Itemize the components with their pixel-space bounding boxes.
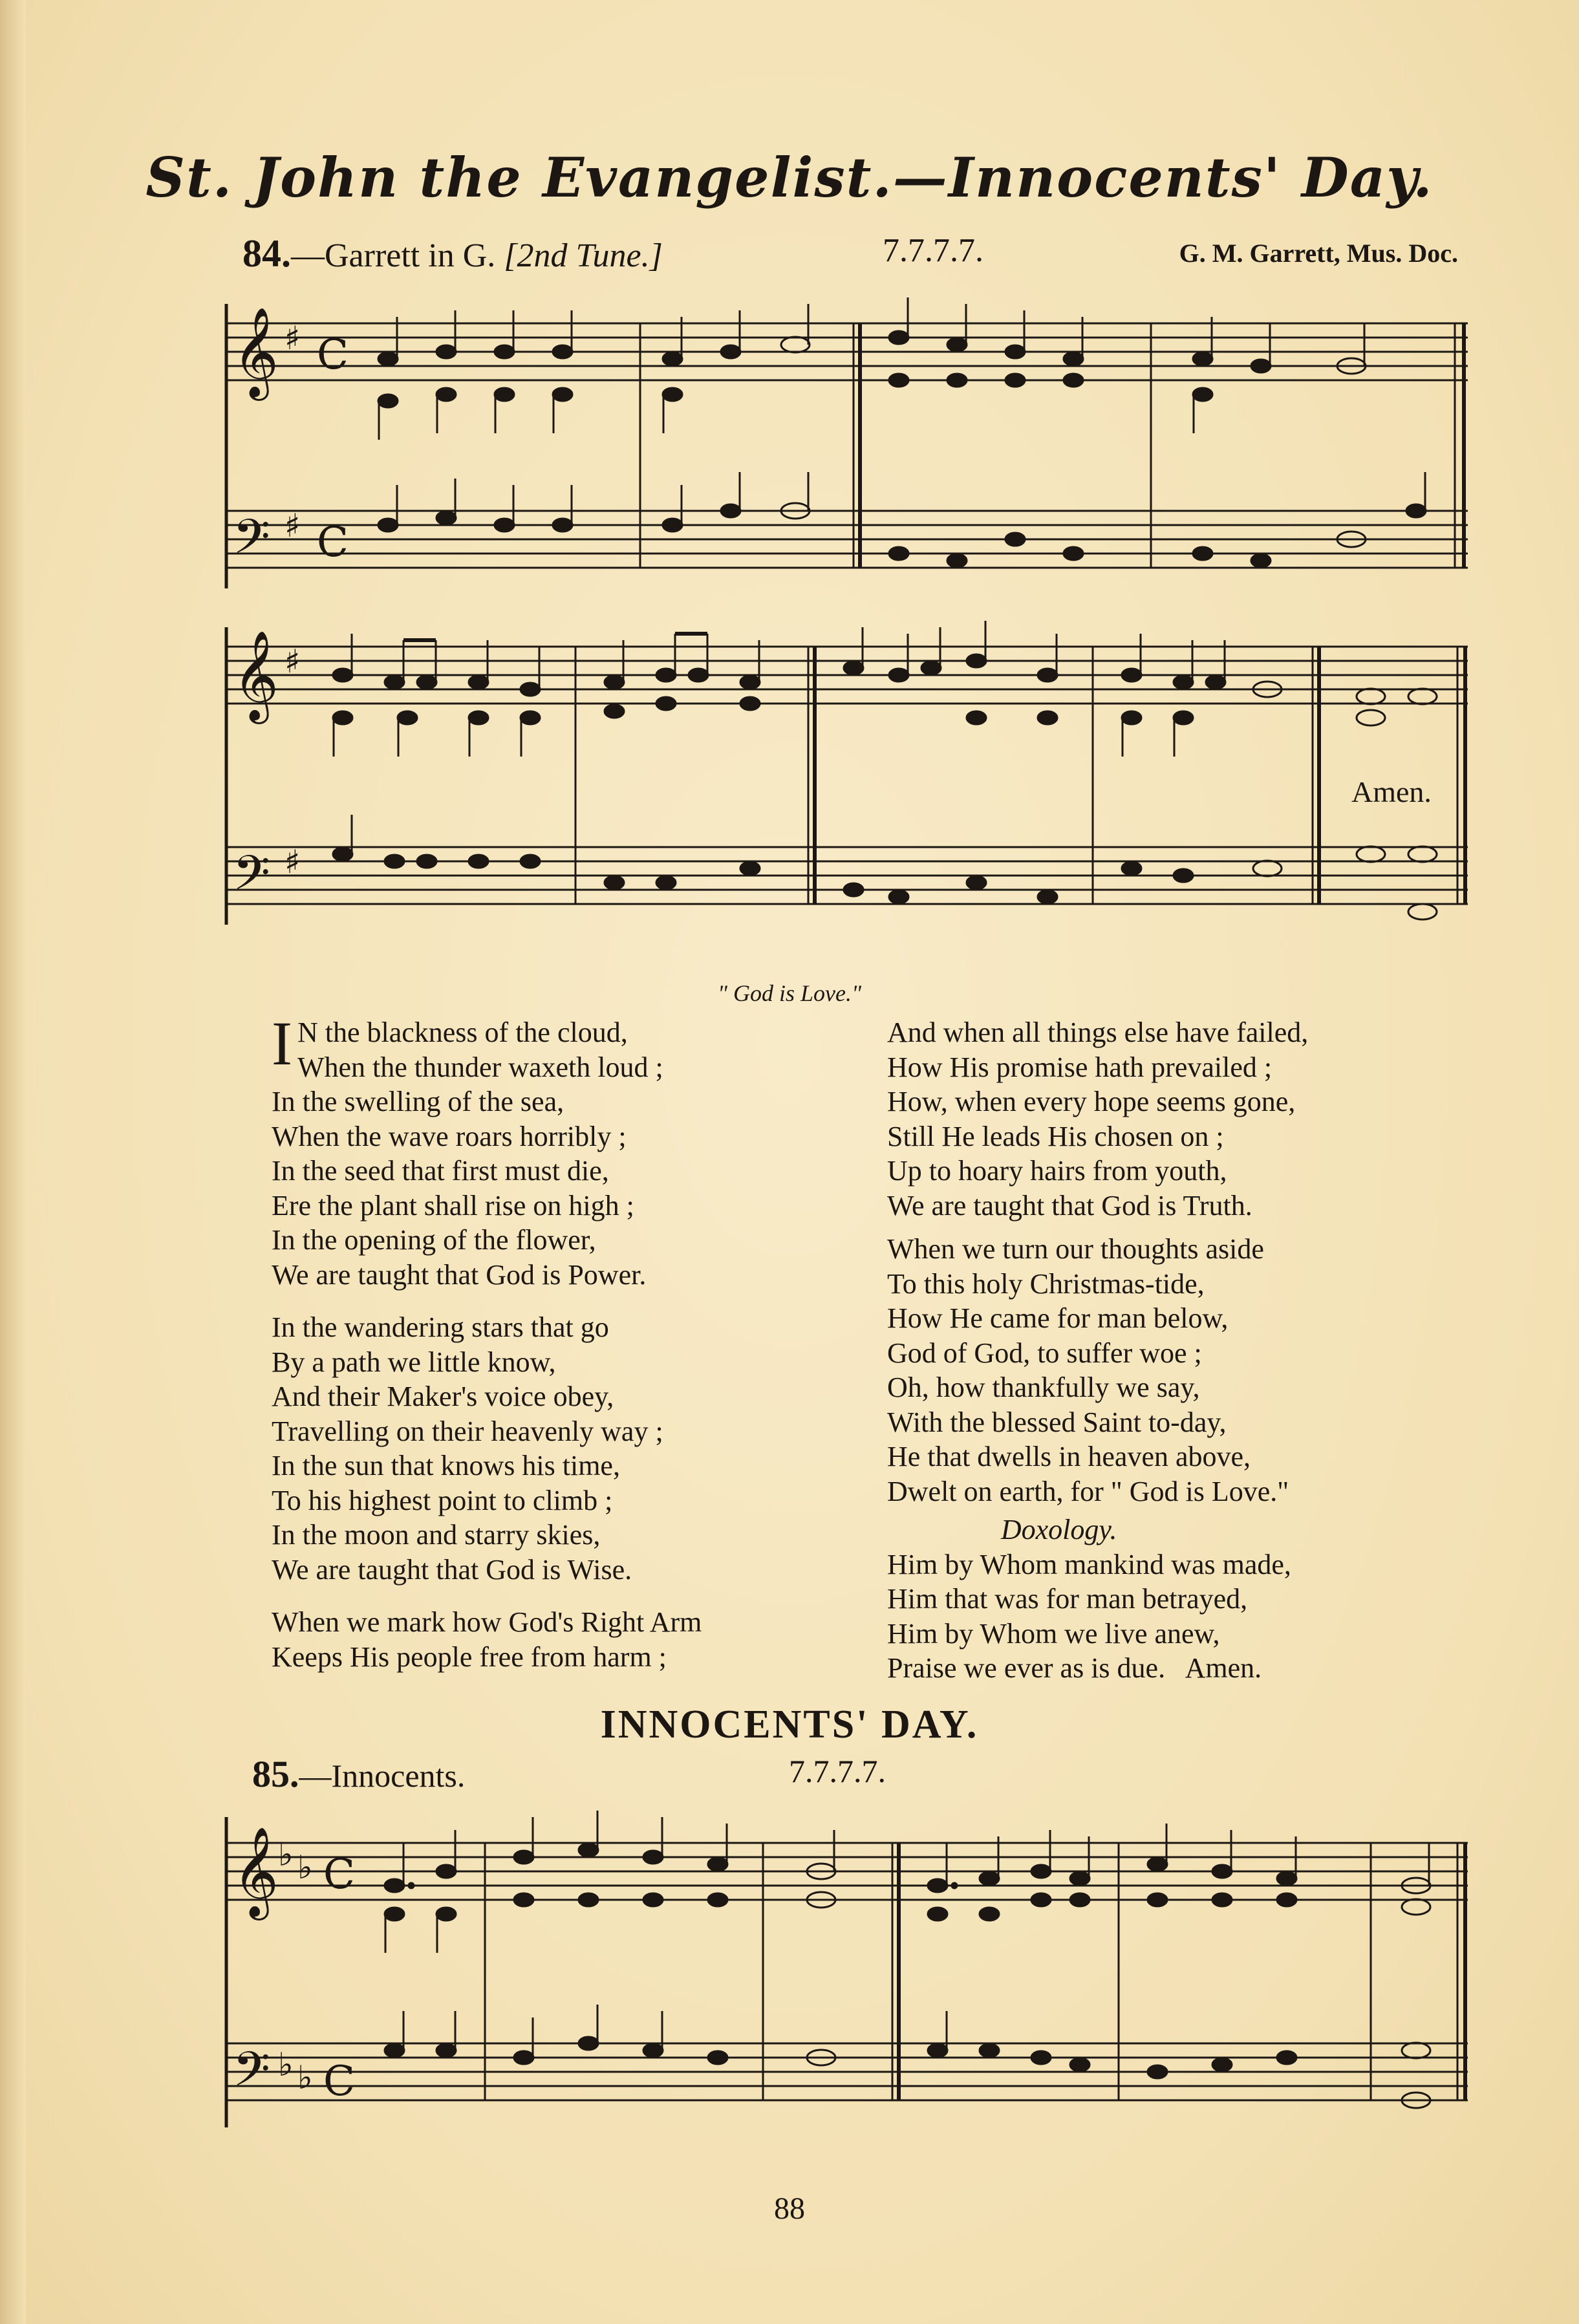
verse-line: When the wave roars horribly ; (272, 1120, 627, 1152)
hymn-84-tune-note: [2nd Tune.] (504, 237, 663, 274)
doxology-title: Doxology. (1000, 1514, 1117, 1545)
verse-line: In the wandering stars that go (272, 1311, 609, 1343)
verse-line: We are taught that God is Truth. (887, 1189, 1252, 1221)
svg-text:♯: ♯ (285, 507, 301, 544)
verse-line: Travelling on their heavenly way ; (272, 1415, 663, 1447)
svg-text:♯: ♯ (285, 843, 301, 881)
svg-text:♭: ♭ (297, 1849, 313, 1886)
verse-line: How He came for man below, (887, 1302, 1229, 1334)
verse-line: We are taught that God is Power. (272, 1258, 647, 1291)
verse-line: Him by Whom mankind was made, (887, 1548, 1291, 1580)
stanza-3-continued (887, 1015, 1308, 1223)
hymn-85-meter: 7.7.7.7. (789, 1753, 886, 1789)
stanza-1 (272, 1009, 702, 1292)
svg-text:𝄞: 𝄞 (233, 630, 279, 720)
hymn-84-score-system-2 (213, 621, 1481, 957)
hymn-84-motto: " God is Love." (717, 980, 862, 1006)
hymn-84-meter: 7.7.7.7. (883, 232, 983, 269)
hymn-85-number: 85. (252, 1753, 299, 1795)
verse-line: Him by Whom we live anew, (887, 1617, 1220, 1650)
amen-label: Amen. (1351, 775, 1432, 808)
svg-text:♯: ♯ (285, 643, 301, 680)
verse-line: When we turn our thoughts aside (887, 1233, 1264, 1265)
doxology (887, 1547, 1308, 1686)
verse-line: And when all things else have failed, (887, 1017, 1309, 1048)
music-staff-system-2 (213, 621, 1481, 957)
hymn-84-right-column (887, 1015, 1308, 1704)
svg-text:♯: ♯ (285, 319, 301, 357)
hymn-85-tune-name: —Innocents. (299, 1758, 466, 1794)
svg-text:𝄢: 𝄢 (233, 2041, 270, 2109)
svg-text:𝄞: 𝄞 (233, 307, 279, 397)
book-spine-shadow (0, 0, 26, 2324)
verse-line: Oh, how thankfully we say, (887, 1372, 1200, 1403)
hymn-84-tune-name: —Garrett in G. (291, 237, 496, 274)
stanza-3 (272, 1605, 702, 1674)
svg-text:♭: ♭ (297, 2059, 313, 2096)
stanza-2 (272, 1310, 702, 1587)
hymn-84-title (242, 231, 1458, 283)
verse-line: Him that was for man betrayed, (887, 1583, 1248, 1615)
verse-line: God of God, to suffer woe ; (887, 1337, 1202, 1369)
verse-line: Praise we ever as is due. Amen. (887, 1652, 1262, 1684)
hymn-85-score (213, 1804, 1481, 2153)
running-title: St. John the Evangelist.—Innocents' Day. (145, 145, 1434, 210)
hymn-85-title (252, 1752, 1028, 1796)
verse-line: In the opening of the flower, (272, 1224, 596, 1256)
verse-line: In the moon and starry skies, (272, 1519, 601, 1551)
svg-text:C: C (323, 2058, 355, 2105)
verse-line: We are taught that God is Wise. (272, 1553, 632, 1586)
verse-line: In the seed that first must die, (272, 1155, 609, 1187)
svg-text:𝄞: 𝄞 (233, 1827, 279, 1917)
verse-line: To this holy Christmas-tide, (887, 1267, 1205, 1300)
verse-line: With the blessed Saint to-day, (887, 1406, 1227, 1438)
hymn-84-number: 84. (242, 232, 291, 275)
verse-line: Dwelt on earth, for " God is Love." (887, 1475, 1289, 1507)
verse-line: Still He leads His chosen on ; (887, 1120, 1224, 1152)
svg-text:C: C (323, 1851, 355, 1899)
verse-line: By a path we little know, (272, 1346, 556, 1378)
verse-line: In the sun that knows his time, (272, 1450, 620, 1481)
hymn-84-left-column (272, 1009, 702, 1692)
verse-line: He that dwells in heaven above, (887, 1441, 1251, 1472)
page-number: 88 (774, 2191, 805, 2226)
svg-text:C: C (317, 519, 349, 566)
drop-cap: I (272, 1009, 292, 1078)
svg-text:𝄢: 𝄢 (233, 845, 270, 913)
section-heading: INNOCENTS' DAY. (600, 1703, 979, 1747)
verse-line: How, when every hope seems gone, (887, 1086, 1296, 1117)
verse-line: Keeps His people free from harm ; (272, 1641, 667, 1673)
verse-line: When we mark how God's Right Arm (272, 1606, 702, 1638)
verse-line: N the blackness of the cloud, (297, 1017, 628, 1048)
verse-line: To his highest point to climb ; (272, 1484, 613, 1516)
stanza-4 (887, 1232, 1308, 1509)
svg-text:♭: ♭ (278, 2046, 294, 2083)
verse-line: How His promise hath prevailed ; (887, 1051, 1273, 1083)
svg-text:♭: ♭ (278, 1836, 294, 1873)
music-staff-hymn-85 (213, 1804, 1481, 2153)
verse-line: And their Maker's voice obey, (272, 1381, 614, 1412)
hymn-84-score-system-1 (213, 297, 1481, 608)
hymn-84-composer: G. M. Garrett, Mus. Doc. (1179, 239, 1458, 268)
music-staff-system-1 (213, 297, 1481, 608)
verse-line: Ere the plant shall rise on high ; (272, 1189, 634, 1221)
verse-line: Up to hoary hairs from youth, (887, 1155, 1227, 1187)
verse-line: When the thunder waxeth loud ; (297, 1051, 663, 1083)
verse-line: In the swelling of the sea, (272, 1086, 564, 1117)
svg-text:C: C (317, 331, 349, 379)
svg-text:𝄢: 𝄢 (233, 509, 270, 577)
